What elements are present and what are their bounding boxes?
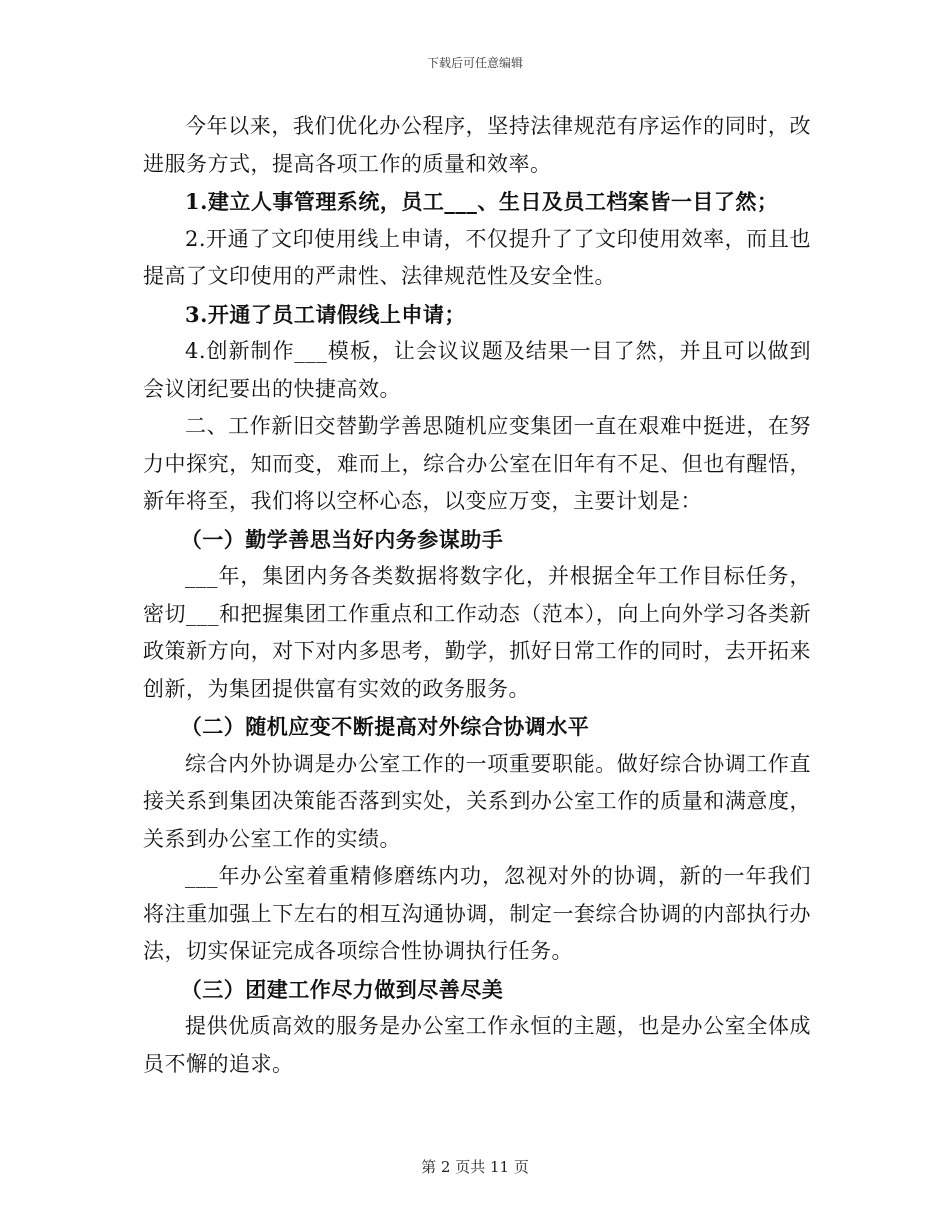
paragraph-subsection-1: ___年，集团内务各类数据将数字化，并根据全年工作目标任务，密切___和把握集团工作重点和工作动态（范本），向上向外学习各类新政策新方向，对下对内多思考，勤学，抓好日常工作的同时，去开拓来创新，为集团提供富有实效的政务服务。 [143, 564, 811, 701]
paragraph-intro: 今年以来，我们优化办公程序，坚持法律规范有序运作的同时，改进服务方式，提高各项工作的质量和效率。 [143, 114, 811, 176]
heading-subsection-3: （三）团建工作尽力做到尽善尽美 [180, 976, 504, 1002]
paragraph-item-4: 4.创新制作___模板，让会议议题及结果一目了然，并且可以做到会议闭纪要出的快捷高效。 [143, 339, 811, 401]
paragraph-item-2: 2.开通了文印使用线上申请，不仅提升了了文印使用效率，而且也提高了文印使用的严肃性、法律规范性及安全性。 [143, 226, 811, 288]
paragraph-item-1: 1.建立人事管理系统，员工___、生日及员工档案皆一目了然； [185, 189, 779, 214]
page-footer: 第 2 页共 11 页 [421, 1158, 529, 1176]
paragraph-subsection-2a: 综合内外协调是办公室工作的一项重要职能。做好综合协调工作直接关系到集团决策能否落到实处，关系到办公室工作的质量和满意度，关系到办公室工作的实绩。 [143, 751, 811, 851]
paragraph-section-2: 二、工作新旧交替勤学善思随机应变集团一直在艰难中挺进，在努力中探究，知而变，难而上，综合办公室在旧年有不足、但也有醒悟，新年将至，我们将以空杯心态，以变应万变，主要计划是： [143, 414, 811, 513]
paragraph-item-3: 3.开通了员工请假线上申请； [185, 301, 466, 327]
document-body [143, 108, 811, 1083]
paragraph-subsection-3: 提供优质高效的服务是办公室工作永恒的主题，也是办公室全体成员不懈的追求。 [143, 1014, 811, 1076]
paragraph-subsection-2b: ___年办公室着重精修磨练内功，忽视对外的协调，新的一年我们将注重加强上下左右的相互沟通协调，制定一套综合协调的内部执行办法，切实保证完成各项综合性协调执行任务。 [143, 864, 811, 963]
heading-subsection-1: （一）勤学善思当好内务参谋助手 [180, 526, 504, 552]
heading-subsection-2: （二）随机应变不断提高对外综合协调水平 [180, 714, 590, 739]
page-header: 下载后可任意编辑 [426, 56, 523, 70]
